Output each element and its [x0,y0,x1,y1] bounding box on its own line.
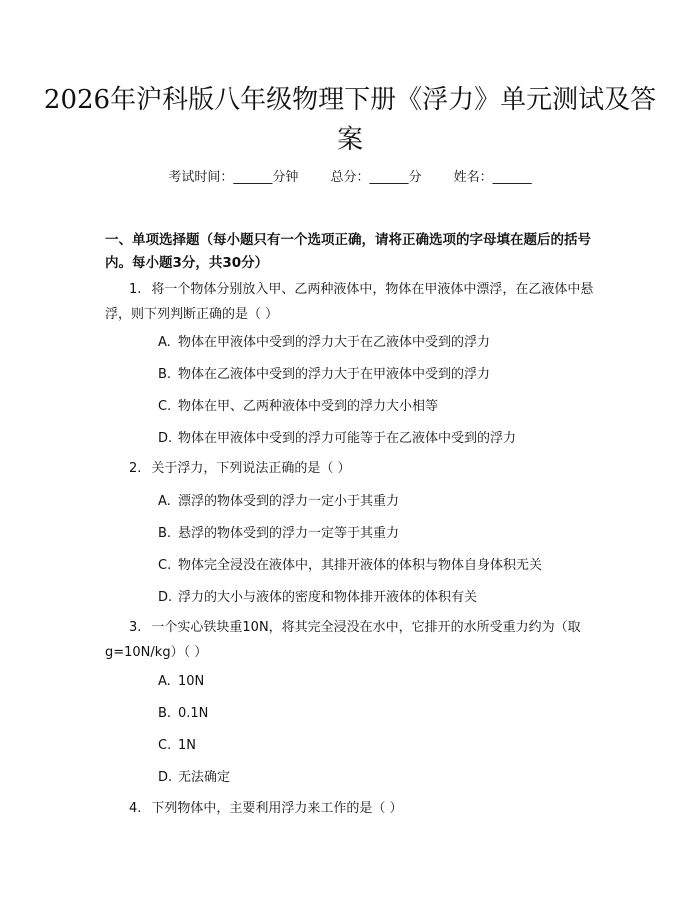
question-text: 一个实心铁块重10N，将其完全浸没在水中，它排开的水所受重力约为（取g=10N/kg）（ ） [105,620,581,660]
option-1b [158,365,598,385]
option-1c [158,397,598,417]
student-name: 姓名：______ [453,170,532,185]
option-letter: D. [158,590,173,605]
option-2d [158,588,598,608]
question-4 [105,796,600,821]
option-text: 1N [178,738,196,753]
option-letter: D. [158,770,173,785]
option-text: 浮力的大小与液体的密度和物体排开液体的体积有关 [178,590,478,605]
option-3d [158,768,598,788]
option-letter: D. [158,431,173,446]
option-letter: B. [158,367,172,382]
option-2c [158,556,598,576]
option-text: 物体在甲液体中受到的浮力可能等于在乙液体中受到的浮力 [178,431,517,446]
question-number: 4. [129,801,142,816]
option-3a [158,672,598,692]
question-text: 将一个物体分别放入甲、乙两种液体中，物体在甲液体中漂浮，在乙液体中悬浮，则下列判断正确的是（ ） [105,282,594,322]
option-text: 10N [178,674,205,689]
option-text: 物体在甲液体中受到的浮力大于在乙液体中受到的浮力 [178,335,491,350]
option-text: 物体在甲、乙两种液体中受到的浮力大小相等 [178,399,439,414]
question-number: 2. [129,461,142,476]
option-1a [158,333,598,353]
question-number: 3. [129,620,142,635]
question-number: 1. [129,282,142,297]
option-2a [158,492,598,512]
option-text: 无法确定 [178,770,231,785]
exam-meta [0,168,700,188]
option-2b [158,524,598,544]
page-title: 2026年沪科版八年级物理下册《浮力》单元测试及答案 [43,85,657,155]
option-letter: B. [158,526,172,541]
question-text: 下列物体中，主要利用浮力来工作的是（ ） [151,801,403,816]
option-text: 物体在乙液体中受到的浮力大于在甲液体中受到的浮力 [178,367,491,382]
option-letter: A. [158,494,171,509]
option-letter: A. [158,674,171,689]
option-letter: C. [158,738,172,753]
option-1d [158,429,598,449]
question-1 [105,277,600,327]
option-text: 悬浮的物体受到的浮力一定等于其重力 [178,526,400,541]
question-text: 关于浮力，下列说法正确的是（ ） [151,461,351,476]
exam-time: 考试时间：______分钟 [168,170,299,185]
total-score: 总分：______分 [330,170,422,185]
option-letter: A. [158,335,171,350]
option-text: 物体完全浸没在液体中，其排开液体的体积与物体自身体积无关 [178,558,543,573]
section-heading: 一、单项选择题（每小题只有一个选项正确，请将正确选项的字母填在题后的括号内。每小题3分，共30分） [105,232,591,271]
option-3b [158,704,598,724]
option-3c [158,736,598,756]
question-2 [105,456,600,481]
option-letter: C. [158,399,172,414]
option-letter: C. [158,558,172,573]
option-text: 漂浮的物体受到的浮力一定小于其重力 [178,494,400,509]
option-text: 0.1N [178,706,209,721]
question-3 [105,615,600,665]
option-letter: B. [158,706,172,721]
